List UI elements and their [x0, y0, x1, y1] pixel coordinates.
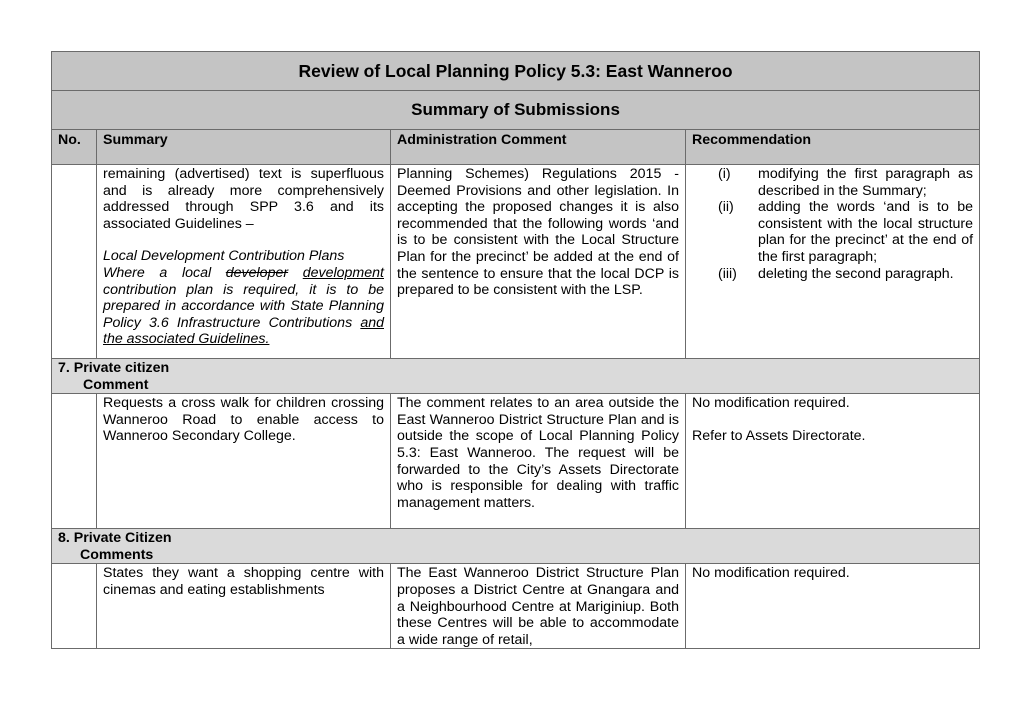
summary-intro: remaining (advertised) text is superfluous and is already more comprehensively addressed through SPP 3.6 and its associated Guidelines –: [103, 166, 384, 232]
table-row-7: [52, 394, 980, 529]
column-header-recommendation: Recommendation: [686, 130, 980, 165]
recommendation-item: [692, 199, 973, 265]
summary-clause: [103, 265, 384, 348]
column-header-summary: Summary: [97, 130, 391, 165]
section-7-header: [52, 359, 980, 394]
recommendation-text: deleting the second paragraph.: [758, 265, 954, 282]
cell-summary-continued: [97, 165, 391, 359]
section-row-7: [52, 359, 980, 394]
document-title: Review of Local Planning Policy 5.3: East Wanneroo: [52, 52, 980, 91]
recommendation-number: (iii): [718, 265, 737, 282]
section-7-heading: 7. Private citizen: [58, 360, 170, 376]
summary-inserted-word: development: [302, 264, 384, 281]
summary-added-text: and the associated Guidelines.: [103, 314, 384, 348]
section-7-subheading: Comment: [83, 376, 149, 393]
subtitle-row: [52, 91, 980, 130]
cell-no-8: [52, 564, 97, 649]
table-row-8: [52, 564, 980, 649]
summary-rest: contribution plan is required, it is to be prepared in accordance with State Planning Policy 3.6 Infrastructure Contributions: [103, 281, 384, 331]
column-header-admin-comment: Administration Comment: [391, 130, 686, 165]
section-8-header: [52, 529, 980, 564]
recommendation-text: modifying the first paragraph as described in the Summary;: [758, 166, 974, 199]
cell-recommendation-7: [686, 394, 980, 529]
cell-summary-7: Requests a cross walk for children crossing Wanneroo Road to enable access to Wanneroo Secondary College.: [97, 394, 391, 529]
column-header-no: No.: [52, 130, 97, 165]
cell-no-continued: [52, 165, 97, 359]
cell-comment-continued: Planning Schemes) Regulations 2015 - Deemed Provisions and other legislation. In accepting the proposed changes it is also recommended that the following words ‘and is to be consistent with the Local Structure Plan for the precinct’ be added at the end of the sentence to ensure that the local DCP is prepared to be consistent with the LSP.: [391, 165, 686, 359]
document-subtitle: Summary of Submissions: [52, 91, 980, 130]
recommendation-item: [692, 166, 973, 199]
cell-comment-7: The comment relates to an area outside the East Wanneroo District Structure Plan and is outside the scope of Local Planning Policy 5.3: East Wanneroo. The request will be forwarded to the City’s Assets Directorate who is responsible for dealing with traffic management matters.: [391, 394, 686, 529]
column-header-row: [52, 130, 980, 165]
recommendation-number: (ii): [718, 199, 734, 216]
summary-where: Where a local: [103, 264, 212, 281]
recommendation-item: [692, 266, 973, 283]
title-row: [52, 52, 980, 91]
submissions-table: [51, 51, 980, 649]
table-row-continued: [52, 165, 980, 359]
cell-recommendation-continued: [686, 165, 980, 359]
submissions-table-wrap: [51, 51, 979, 649]
summary-heading: Local Development Contribution Plans: [103, 248, 345, 265]
cell-comment-8: The East Wanneroo District Structure Plan proposes a District Centre at Gnangara and a Neighbourhood Centre at Mariginiup. Both these Centres will be able to accommodate a wide range of retail,: [391, 564, 686, 649]
section-row-8: [52, 529, 980, 564]
section-8-subheading: Comments: [80, 546, 154, 563]
recommendation-list: [692, 166, 973, 282]
summary-struck-word: developer: [225, 264, 289, 281]
recommendation-number: (i): [718, 166, 731, 182]
cell-recommendation-8: No modification required.: [686, 564, 980, 649]
recommendation-7-line-1: No modification required.: [692, 395, 850, 412]
recommendation-7-line-2: Refer to Assets Directorate.: [692, 427, 866, 444]
cell-no-7: [52, 394, 97, 529]
cell-summary-8: States they want a shopping centre with cinemas and eating establishments: [97, 564, 391, 649]
recommendation-text: adding the words ‘and is to be consistent with the local structure plan for the precinct’ at the end of the first paragraph;: [758, 199, 974, 265]
section-8-heading: 8. Private Citizen: [58, 530, 172, 547]
